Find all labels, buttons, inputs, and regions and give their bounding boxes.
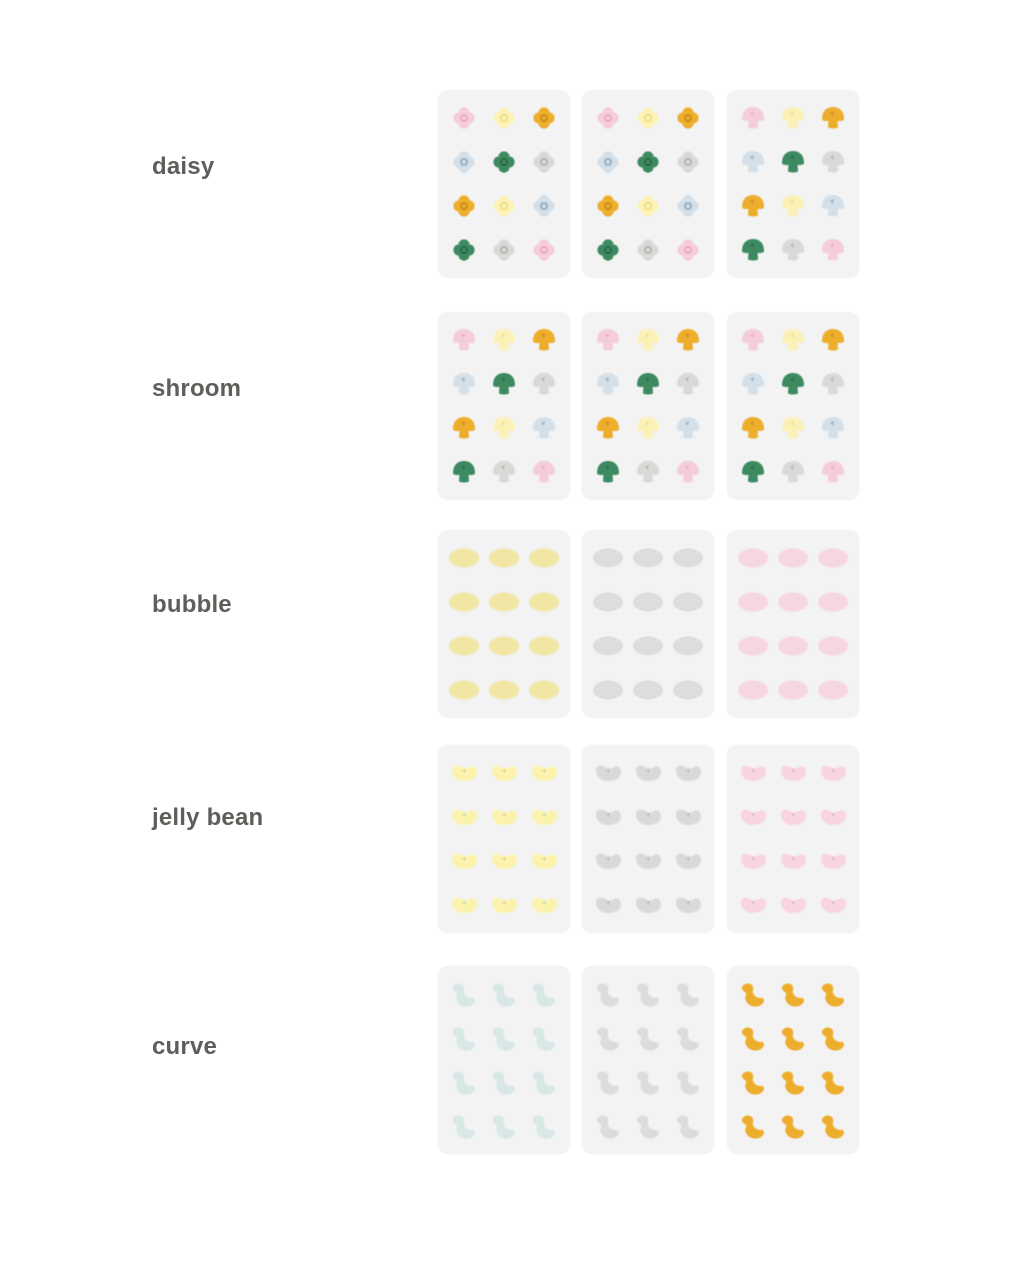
- curve-sticker: [637, 1115, 659, 1138]
- curve-sticker: [453, 983, 475, 1006]
- flower-sticker: [453, 107, 474, 128]
- curve-sticker: [742, 1071, 764, 1094]
- bubble-sticker: [633, 593, 663, 612]
- bean-sticker: [596, 810, 621, 825]
- bean-sticker: [492, 898, 517, 913]
- bubble-sticker: [593, 681, 623, 700]
- bubble-sticker: [449, 593, 479, 612]
- flower-sticker: [533, 107, 554, 128]
- flower-sticker: [493, 239, 514, 260]
- mushroom-sticker: [782, 151, 804, 173]
- product-row-shroom: [0, 312, 1024, 502]
- sticker-sheet-card[interactable]: [582, 312, 714, 500]
- mushroom-sticker: [597, 373, 619, 395]
- sticker-sheet-svg: [582, 90, 714, 278]
- bean-sticker: [781, 898, 806, 913]
- curve-sticker: [597, 983, 619, 1006]
- mushroom-sticker: [453, 329, 475, 351]
- bean-sticker: [821, 810, 846, 825]
- mushroom-sticker: [822, 329, 844, 351]
- mushroom-sticker: [742, 417, 764, 439]
- mushroom-sticker: [782, 195, 804, 217]
- sticker-sheet-svg: [438, 966, 570, 1154]
- bean-sticker: [821, 854, 846, 869]
- bubble-sticker: [673, 681, 703, 700]
- curve-sticker: [453, 1115, 475, 1138]
- mushroom-sticker: [677, 461, 699, 483]
- bubble-sticker: [818, 593, 848, 612]
- bubble-sticker: [633, 681, 663, 700]
- bubble-sticker: [529, 637, 559, 656]
- bubble-sticker: [778, 681, 808, 700]
- bean-sticker: [492, 854, 517, 869]
- row-label: curve: [152, 1033, 218, 1060]
- bubble-sticker: [529, 549, 559, 568]
- flower-sticker: [637, 151, 658, 172]
- bubble-sticker: [449, 681, 479, 700]
- bubble-sticker: [489, 549, 519, 568]
- curve-sticker: [782, 1115, 804, 1138]
- curve-sticker: [597, 1071, 619, 1094]
- flower-sticker: [597, 239, 618, 260]
- flower-sticker: [453, 239, 474, 260]
- mushroom-sticker: [533, 329, 555, 351]
- mushroom-sticker: [782, 417, 804, 439]
- flower-sticker: [637, 195, 658, 216]
- curve-sticker: [742, 1115, 764, 1138]
- mushroom-sticker: [597, 329, 619, 351]
- bean-sticker: [532, 898, 557, 913]
- bubble-sticker: [673, 593, 703, 612]
- bubble-sticker: [818, 681, 848, 700]
- mushroom-sticker: [822, 239, 844, 261]
- bubble-sticker: [593, 549, 623, 568]
- mushroom-sticker: [677, 417, 699, 439]
- bean-sticker: [821, 898, 846, 913]
- bean-sticker: [532, 854, 557, 869]
- sticker-sheet-svg: [582, 530, 714, 718]
- flower-sticker: [533, 195, 554, 216]
- product-row-curve: [0, 966, 1024, 1156]
- flower-sticker: [637, 239, 658, 260]
- mushroom-sticker: [782, 239, 804, 261]
- mushroom-sticker: [637, 373, 659, 395]
- mushroom-sticker: [493, 417, 515, 439]
- bubble-sticker: [529, 593, 559, 612]
- bean-sticker: [741, 766, 766, 781]
- row-label: shroom: [152, 375, 242, 402]
- sticker-sheet-card[interactable]: [438, 312, 570, 500]
- curve-sticker: [597, 1115, 619, 1138]
- mushroom-sticker: [822, 151, 844, 173]
- curve-sticker: [822, 1115, 844, 1138]
- bubble-sticker: [633, 637, 663, 656]
- mushroom-sticker: [637, 461, 659, 483]
- curve-sticker: [493, 1027, 515, 1050]
- sticker-sheet-card[interactable]: [727, 966, 859, 1154]
- bean-sticker: [452, 810, 477, 825]
- bean-sticker: [492, 766, 517, 781]
- sticker-sheet-card[interactable]: [438, 966, 570, 1154]
- bubble-sticker: [593, 593, 623, 612]
- flower-sticker: [677, 195, 698, 216]
- row-label: daisy: [152, 153, 215, 180]
- bean-sticker: [596, 898, 621, 913]
- bubble-sticker: [489, 681, 519, 700]
- bean-sticker: [781, 766, 806, 781]
- curve-sticker: [822, 1071, 844, 1094]
- bean-sticker: [636, 854, 661, 869]
- sticker-sheet-card[interactable]: [438, 745, 570, 933]
- curve-sticker: [782, 1071, 804, 1094]
- curve-sticker: [677, 1071, 699, 1094]
- bubble-sticker: [673, 637, 703, 656]
- bean-sticker: [781, 854, 806, 869]
- curve-sticker: [637, 1071, 659, 1094]
- curve-sticker: [533, 983, 555, 1006]
- flower-sticker: [677, 107, 698, 128]
- sticker-sheet-card[interactable]: [727, 530, 859, 718]
- mushroom-sticker: [742, 329, 764, 351]
- bean-sticker: [741, 898, 766, 913]
- bean-sticker: [741, 810, 766, 825]
- mushroom-sticker: [677, 373, 699, 395]
- curve-sticker: [822, 983, 844, 1006]
- curve-sticker: [597, 1027, 619, 1050]
- bean-sticker: [676, 810, 701, 825]
- curve-sticker: [493, 1071, 515, 1094]
- curve-sticker: [533, 1071, 555, 1094]
- bean-sticker: [676, 898, 701, 913]
- sticker-sheet-svg: [438, 312, 570, 500]
- row-label: jelly bean: [152, 804, 264, 831]
- bubble-sticker: [529, 681, 559, 700]
- sticker-sheet-card[interactable]: [582, 966, 714, 1154]
- bean-sticker: [636, 810, 661, 825]
- sticker-sheet-card[interactable]: [438, 530, 570, 718]
- sticker-sheet-svg: [582, 966, 714, 1154]
- bean-sticker: [636, 898, 661, 913]
- sticker-sheet-card[interactable]: [582, 90, 714, 278]
- flower-sticker: [493, 151, 514, 172]
- sticker-sheet-card[interactable]: [438, 90, 570, 278]
- mushroom-sticker: [822, 107, 844, 129]
- flower-sticker: [597, 195, 618, 216]
- bubble-sticker: [778, 593, 808, 612]
- flower-sticker: [453, 195, 474, 216]
- mushroom-sticker: [677, 329, 699, 351]
- flower-sticker: [453, 151, 474, 172]
- mushroom-sticker: [453, 417, 475, 439]
- mushroom-sticker: [822, 417, 844, 439]
- curve-sticker: [742, 1027, 764, 1050]
- sticker-sheet-card[interactable]: [727, 312, 859, 500]
- mushroom-sticker: [782, 461, 804, 483]
- mushroom-sticker: [742, 239, 764, 261]
- flower-sticker: [677, 239, 698, 260]
- curve-sticker: [822, 1027, 844, 1050]
- curve-sticker: [493, 1115, 515, 1138]
- sticker-sheet-svg: [438, 90, 570, 278]
- sticker-sheet-svg: [582, 745, 714, 933]
- bubble-sticker: [593, 637, 623, 656]
- bean-sticker: [821, 766, 846, 781]
- mushroom-sticker: [782, 329, 804, 351]
- sticker-sheet-svg: [727, 530, 859, 718]
- mushroom-sticker: [637, 417, 659, 439]
- curve-sticker: [677, 1027, 699, 1050]
- curve-sticker: [742, 983, 764, 1006]
- flower-sticker: [493, 195, 514, 216]
- bubble-sticker: [673, 549, 703, 568]
- sticker-sheet-card[interactable]: [727, 745, 859, 933]
- mushroom-sticker: [782, 107, 804, 129]
- sticker-sheet-svg: [727, 90, 859, 278]
- bean-sticker: [532, 766, 557, 781]
- product-row-bubble: [0, 530, 1024, 720]
- bean-sticker: [596, 854, 621, 869]
- mushroom-sticker: [742, 151, 764, 173]
- mushroom-sticker: [822, 373, 844, 395]
- mushroom-sticker: [493, 329, 515, 351]
- flower-sticker: [597, 107, 618, 128]
- curve-sticker: [533, 1115, 555, 1138]
- mushroom-sticker: [533, 461, 555, 483]
- product-row-daisy: [0, 90, 1024, 280]
- curve-sticker: [493, 983, 515, 1006]
- mushroom-sticker: [742, 195, 764, 217]
- bean-sticker: [452, 766, 477, 781]
- curve-sticker: [637, 1027, 659, 1050]
- bubble-sticker: [633, 549, 663, 568]
- bubble-sticker: [738, 681, 768, 700]
- flower-sticker: [533, 151, 554, 172]
- mushroom-sticker: [742, 461, 764, 483]
- bean-sticker: [492, 810, 517, 825]
- bean-sticker: [596, 766, 621, 781]
- bubble-sticker: [778, 637, 808, 656]
- mushroom-sticker: [822, 461, 844, 483]
- mushroom-sticker: [493, 373, 515, 395]
- mushroom-sticker: [533, 373, 555, 395]
- bubble-sticker: [738, 637, 768, 656]
- mushroom-sticker: [453, 373, 475, 395]
- mushroom-sticker: [453, 461, 475, 483]
- bean-sticker: [781, 810, 806, 825]
- bean-sticker: [636, 766, 661, 781]
- bean-sticker: [676, 854, 701, 869]
- sticker-sheet-svg: [727, 745, 859, 933]
- sticker-sheet-card[interactable]: [582, 530, 714, 718]
- flower-sticker: [677, 151, 698, 172]
- mushroom-sticker: [742, 107, 764, 129]
- bean-sticker: [452, 898, 477, 913]
- bean-sticker: [676, 766, 701, 781]
- mushroom-sticker: [637, 329, 659, 351]
- curve-sticker: [677, 983, 699, 1006]
- bean-sticker: [532, 810, 557, 825]
- bean-sticker: [452, 854, 477, 869]
- sticker-sheet-svg: [438, 530, 570, 718]
- bubble-sticker: [818, 637, 848, 656]
- bubble-sticker: [449, 637, 479, 656]
- flower-sticker: [493, 107, 514, 128]
- sticker-sheet-card[interactable]: [727, 90, 859, 278]
- flower-sticker: [597, 151, 618, 172]
- bubble-sticker: [738, 593, 768, 612]
- sticker-sheet-svg: [582, 312, 714, 500]
- bubble-sticker: [489, 637, 519, 656]
- curve-sticker: [782, 1027, 804, 1050]
- mushroom-sticker: [493, 461, 515, 483]
- bubble-sticker: [449, 549, 479, 568]
- mushroom-sticker: [742, 373, 764, 395]
- curve-sticker: [453, 1071, 475, 1094]
- bubble-sticker: [489, 593, 519, 612]
- product-row-jelly-bean: [0, 745, 1024, 935]
- curve-sticker: [533, 1027, 555, 1050]
- flower-sticker: [637, 107, 658, 128]
- mushroom-sticker: [533, 417, 555, 439]
- sticker-sheet-svg: [438, 745, 570, 933]
- sticker-sheet-svg: [727, 312, 859, 500]
- bean-sticker: [741, 854, 766, 869]
- sticker-sheet-svg: [727, 966, 859, 1154]
- mushroom-sticker: [597, 417, 619, 439]
- row-label: bubble: [152, 591, 232, 618]
- bubble-sticker: [778, 549, 808, 568]
- curve-sticker: [637, 983, 659, 1006]
- sticker-sheet-card[interactable]: [582, 745, 714, 933]
- mushroom-sticker: [597, 461, 619, 483]
- mushroom-sticker: [782, 373, 804, 395]
- curve-sticker: [453, 1027, 475, 1050]
- curve-sticker: [782, 983, 804, 1006]
- curve-sticker: [677, 1115, 699, 1138]
- bubble-sticker: [738, 549, 768, 568]
- mushroom-sticker: [822, 195, 844, 217]
- bubble-sticker: [818, 549, 848, 568]
- flower-sticker: [533, 239, 554, 260]
